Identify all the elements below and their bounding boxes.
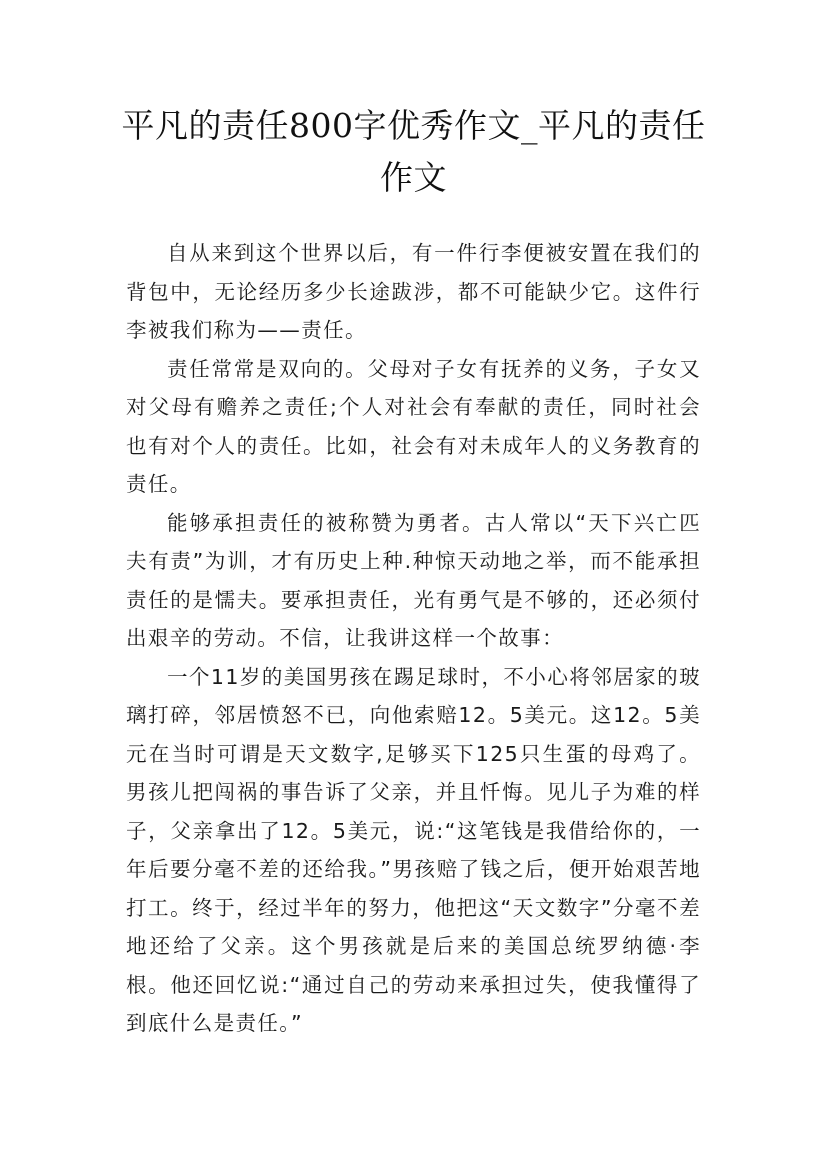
paragraph-1: 自从来到这个世界以后，有一件行李便被安置在我们的背包中，无论经历多少长途跋涉，都不可能缺少它。这件行李被我们称为——责任。 — [126, 241, 701, 342]
paragraph-3: 能够承担责任的被称赞为勇者。古人常以“天下兴亡匹夫有责”为训，才有历史上种.种惊天动地之举，而不能承担责任的是懦夫。要承担责任，光有勇气是不够的，还必须付出艰辛的劳动。不信，让我讲这样一个故事： — [126, 510, 701, 650]
paragraph-4: 一个11岁的美国男孩在踢足球时，不小心将邻居家的玻璃打碎，邻居愤怒不已，向他索赔12。5美元。这12。5美元在当时可谓是天文数字,足够买下125只生蛋的母鸡了。男孩儿把闯祸的事告诉了父亲，并且忏悔。见儿子为难的样子，父亲拿出了12。5美元，说:“这笔钱是我借给你的，一年后要分毫不差的还给我。”男孩赔了钱之后，便开始艰苦地打工。终于，经过半年的努力，他把这“天文数字”分毫不差地还给了父亲。这个男孩就是后来的美国总统罗纳德·李根。他还回忆说:“通过自己的劳动来承担过失，使我懂得了到底什么是责任。” — [126, 664, 701, 1035]
document-body — [126, 234, 701, 1043]
document-title: 平凡的责任800字优秀作文_平凡的责任作文 — [121, 106, 706, 197]
paragraph-2: 责任常常是双向的。父母对子女有抚养的义务，子女又对父母有赡养之责任;个人对社会有奉献的责任，同时社会也有对个人的责任。比如，社会有对未成年人的义务教育的责任。 — [126, 356, 701, 496]
